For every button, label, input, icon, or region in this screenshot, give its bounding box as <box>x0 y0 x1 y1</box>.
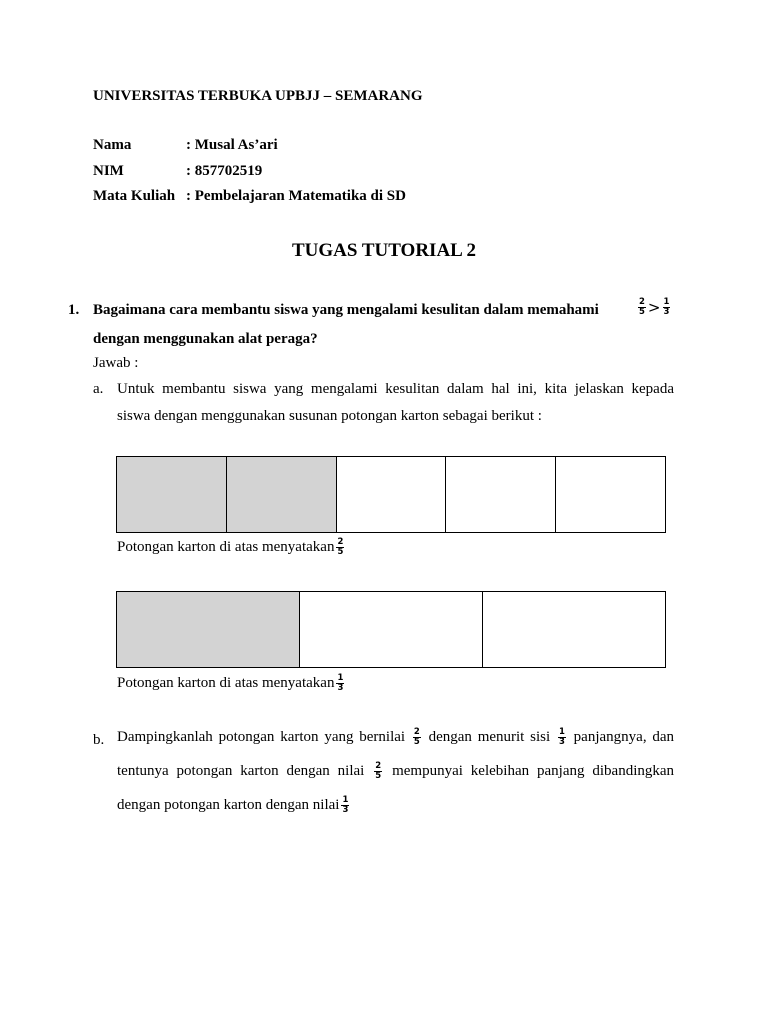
bar-segment <box>446 457 556 532</box>
question-line-1: Bagaimana cara membantu siswa yang mengalami kesulitan dalam memahami <box>93 302 599 318</box>
field-value-nama: : Musal As’ari <box>186 137 278 153</box>
part-a-marker: a. <box>93 381 104 397</box>
fraction-one-third: $\frac{1}{3}$ <box>558 727 565 747</box>
bar-segment-shaded <box>227 457 337 532</box>
text: panjangnya, dan <box>573 728 675 745</box>
part-b-line-3 <box>117 796 351 815</box>
part-b-line-2 <box>117 762 674 781</box>
fraction-bar-two-fifths <box>116 456 666 533</box>
question-fraction-comparison <box>636 298 672 317</box>
part-a-line-2: siswa dengan menggunakan susunan potongan karton sebagai berikut : <box>117 408 542 424</box>
page-title: TUGAS TUTORIAL 2 <box>291 240 477 261</box>
field-value-mata-kuliah: : Pembelajaran Matematika di SD <box>186 188 406 204</box>
bar-segment <box>337 457 447 532</box>
question-line-2: dengan menggunakan alat peraga? <box>93 331 318 347</box>
caption-text: Potongan karton di atas menyatakan <box>117 674 335 691</box>
university-heading: UNIVERSITAS TERBUKA UPBJJ – SEMARANG <box>93 88 423 104</box>
field-label-mata-kuliah: Mata Kuliah <box>93 188 176 204</box>
bar-segment-shaded <box>117 592 300 667</box>
part-a-line-1: Untuk membantu siswa yang mengalami kesulitan dalam hal ini, kita jelaskan kepada <box>117 381 674 397</box>
part-b-line-1 <box>117 728 674 747</box>
caption-one-third <box>117 674 346 693</box>
text: dengan menurit sisi <box>428 728 551 745</box>
text: tentunya potongan karton dengan nilai <box>117 762 365 779</box>
greater-than-sign: > <box>647 298 661 317</box>
fraction-two-fifths: $\frac{2}{5}$ <box>337 537 344 557</box>
question-number: 1. <box>68 302 80 318</box>
field-value-nim: : 857702519 <box>186 163 263 179</box>
fraction-two-fifths: $\frac{2}{5}$ <box>375 761 382 781</box>
caption-text: Potongan karton di atas menyatakan <box>117 538 335 555</box>
fraction-one-third: $\frac{1}{3}$ <box>663 297 670 317</box>
field-label-nim: NIM <box>93 163 124 179</box>
fraction-two-fifths: $\frac{2}{5}$ <box>639 297 645 317</box>
bar-segment <box>483 592 665 667</box>
field-label-nama: Nama <box>93 137 132 153</box>
bar-segment-shaded <box>117 457 227 532</box>
fraction-one-third: $\frac{1}{3}$ <box>342 795 349 815</box>
text: mempunyai kelebihan panjang dibandingkan <box>392 762 675 779</box>
text: dengan potongan karton dengan nilai <box>117 796 340 813</box>
fraction-one-third: $\frac{1}{3}$ <box>337 673 344 693</box>
bar-segment <box>300 592 483 667</box>
fraction-bar-one-third <box>116 591 666 668</box>
part-b-marker: b. <box>93 732 105 748</box>
caption-two-fifths <box>117 538 346 557</box>
bar-segment <box>556 457 665 532</box>
text: Dampingkanlah potongan karton yang bernilai <box>117 728 406 745</box>
answer-label: Jawab : <box>93 355 139 371</box>
fraction-two-fifths: $\frac{2}{5}$ <box>413 727 420 747</box>
